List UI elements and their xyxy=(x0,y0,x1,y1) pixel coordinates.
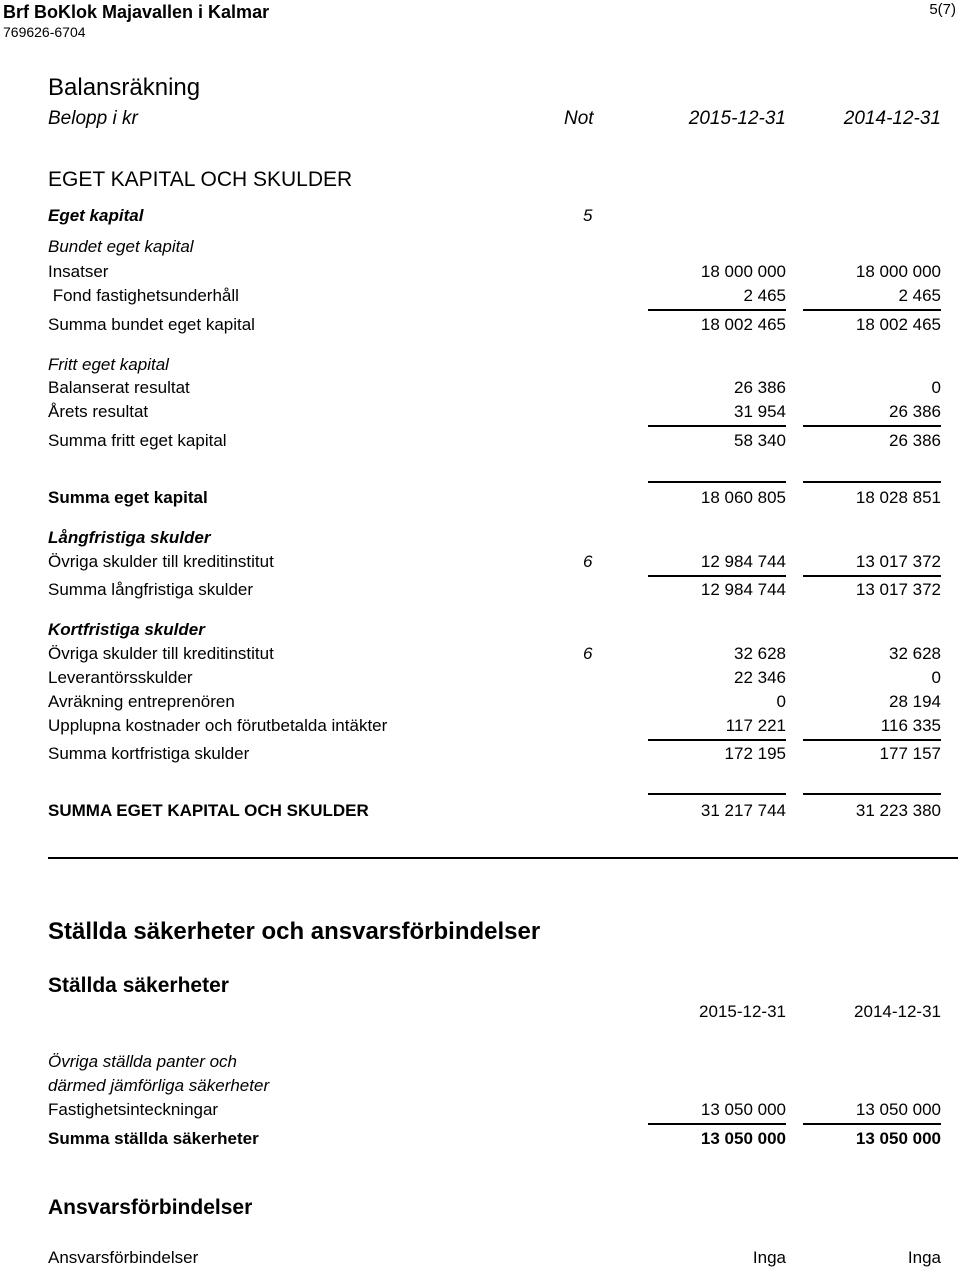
row-label: Leverantörsskulder xyxy=(48,668,193,687)
kortfristiga-heading: Kortfristiga skulder xyxy=(48,620,205,639)
row-note: 6 xyxy=(583,644,593,663)
col-header-note: Not xyxy=(564,108,594,129)
row-note: 6 xyxy=(583,552,593,571)
col-header-label: Belopp i kr xyxy=(48,108,138,129)
sum-rule-y1 xyxy=(648,1123,786,1125)
pledges-subtitle: Ställda säkerheter xyxy=(48,974,229,997)
row-value-y1: 18 000 000 xyxy=(700,262,786,281)
sum-rule-y1 xyxy=(648,425,786,427)
sum-label: Summa kortfristiga skulder xyxy=(48,744,250,763)
contingent-title: Ansvarsförbindelser xyxy=(48,1196,253,1219)
total-rule-y1 xyxy=(648,481,786,483)
grand-total-rule-y2 xyxy=(803,793,941,795)
sum-value-y1: 58 340 xyxy=(734,431,786,450)
sum-label: Summa långfristiga skulder xyxy=(48,580,254,599)
row-label: Upplupna kostnader och förutbetalda intäkter xyxy=(48,716,388,735)
sum-value-y2: 177 157 xyxy=(879,744,941,763)
sum-value-y2: 26 386 xyxy=(889,431,941,450)
page-number: 5(7) xyxy=(929,1,956,18)
sum-value-y2: 18 002 465 xyxy=(855,315,941,334)
sum-rule-y1 xyxy=(648,309,786,311)
org-number: 769626-6704 xyxy=(3,24,86,40)
row-value-y1: 26 386 xyxy=(734,378,786,397)
row-value-y1: 32 628 xyxy=(734,644,786,663)
sum-rule-y2 xyxy=(803,575,941,577)
pledges-sum-value-y1: 13 050 000 xyxy=(700,1129,786,1148)
row-value-y2: 0 xyxy=(931,378,941,397)
pledges-group-heading-cont: därmed jämförliga säkerheter xyxy=(48,1076,270,1095)
contingent-value-y2: Inga xyxy=(907,1248,941,1267)
sum-value-y1: 12 984 744 xyxy=(700,580,786,599)
pledges-group-heading: Övriga ställda panter och xyxy=(48,1052,237,1071)
row-label: Avräkning entreprenören xyxy=(48,692,235,711)
row-value-y1: 2 465 xyxy=(743,286,786,305)
row-label: Fond fastighetsunderhåll xyxy=(48,286,239,305)
sum-rule-y2 xyxy=(803,425,941,427)
pledges-col-year1: 2015-12-31 xyxy=(699,1002,786,1021)
row-label: Övriga skulder till kreditinstitut xyxy=(48,552,274,571)
row-value-y1: 12 984 744 xyxy=(700,552,786,571)
grand-total-rule-y1 xyxy=(648,793,786,795)
sum-label: Summa fritt eget kapital xyxy=(48,431,227,450)
row-label: Insatser xyxy=(48,262,109,281)
sum-rule-y2 xyxy=(803,1123,941,1125)
row-value-y2: 28 194 xyxy=(889,692,941,711)
contingent-row-label: Ansvarsförbindelser xyxy=(48,1248,199,1267)
row-value-y2: 116 335 xyxy=(880,716,941,735)
row-value-y2: 32 628 xyxy=(889,644,941,663)
sum-rule-y2 xyxy=(803,309,941,311)
total-value-y2: 18 028 851 xyxy=(855,488,941,507)
row-value-y2: 18 000 000 xyxy=(855,262,941,281)
row-value-y1: 117 221 xyxy=(725,716,786,735)
pledges-sum-value-y2: 13 050 000 xyxy=(855,1129,941,1148)
sum-rule-y2 xyxy=(803,739,941,741)
row-label: Balanserat resultat xyxy=(48,378,190,397)
pledges-col-year2: 2014-12-31 xyxy=(854,1002,941,1021)
langfristiga-heading: Långfristiga skulder xyxy=(48,528,211,547)
row-value-y2: 2 465 xyxy=(898,286,941,305)
pledges-sum-label: Summa ställda säkerheter xyxy=(48,1129,259,1148)
row-value-y1: 31 954 xyxy=(734,402,786,421)
total-value-y1: 18 060 805 xyxy=(700,488,786,507)
grand-total-value-y2: 31 223 380 xyxy=(855,801,941,820)
sum-value-y1: 18 002 465 xyxy=(700,315,786,334)
row-value-y2: 0 xyxy=(931,668,941,687)
fritt-heading: Fritt eget kapital xyxy=(48,355,169,374)
sum-value-y2: 13 017 372 xyxy=(855,580,941,599)
row-label: Fastighetsinteckningar xyxy=(48,1100,219,1119)
row-value-y1: 22 346 xyxy=(734,668,786,687)
bundet-heading: Bundet eget kapital xyxy=(48,237,194,256)
col-header-year2: 2014-12-31 xyxy=(843,108,941,129)
balance-title: Balansräkning xyxy=(48,74,201,101)
sum-rule-y1 xyxy=(648,739,786,741)
contingent-value-y1: Inga xyxy=(752,1248,786,1267)
col-header-year1: 2015-12-31 xyxy=(688,108,786,129)
total-rule-y2 xyxy=(803,481,941,483)
sum-rule-y1 xyxy=(648,575,786,577)
row-value-y2: 13 050 000 xyxy=(855,1100,941,1119)
eget-kapital-heading: Eget kapital xyxy=(48,206,144,225)
eget-kapital-note: 5 xyxy=(583,206,593,225)
grand-total-value-y1: 31 217 744 xyxy=(700,801,786,820)
row-value-y1: 0 xyxy=(776,692,786,711)
section-title: EGET KAPITAL OCH SKULDER xyxy=(48,168,353,191)
sum-label: Summa bundet eget kapital xyxy=(48,315,255,334)
pledges-title: Ställda säkerheter och ansvarsförbindelser xyxy=(48,918,541,945)
row-label: Årets resultat xyxy=(48,402,149,421)
row-value-y2: 13 017 372 xyxy=(855,552,941,571)
grand-total-label: SUMMA EGET KAPITAL OCH SKULDER xyxy=(48,801,369,820)
total-label: Summa eget kapital xyxy=(48,488,208,507)
sum-value-y1: 172 195 xyxy=(724,744,786,763)
row-value-y2: 26 386 xyxy=(889,402,941,421)
org-name: Brf BoKlok Majavallen i Kalmar xyxy=(3,2,270,22)
row-label: Övriga skulder till kreditinstitut xyxy=(48,644,274,663)
row-value-y1: 13 050 000 xyxy=(700,1100,786,1119)
section-divider xyxy=(48,857,958,859)
